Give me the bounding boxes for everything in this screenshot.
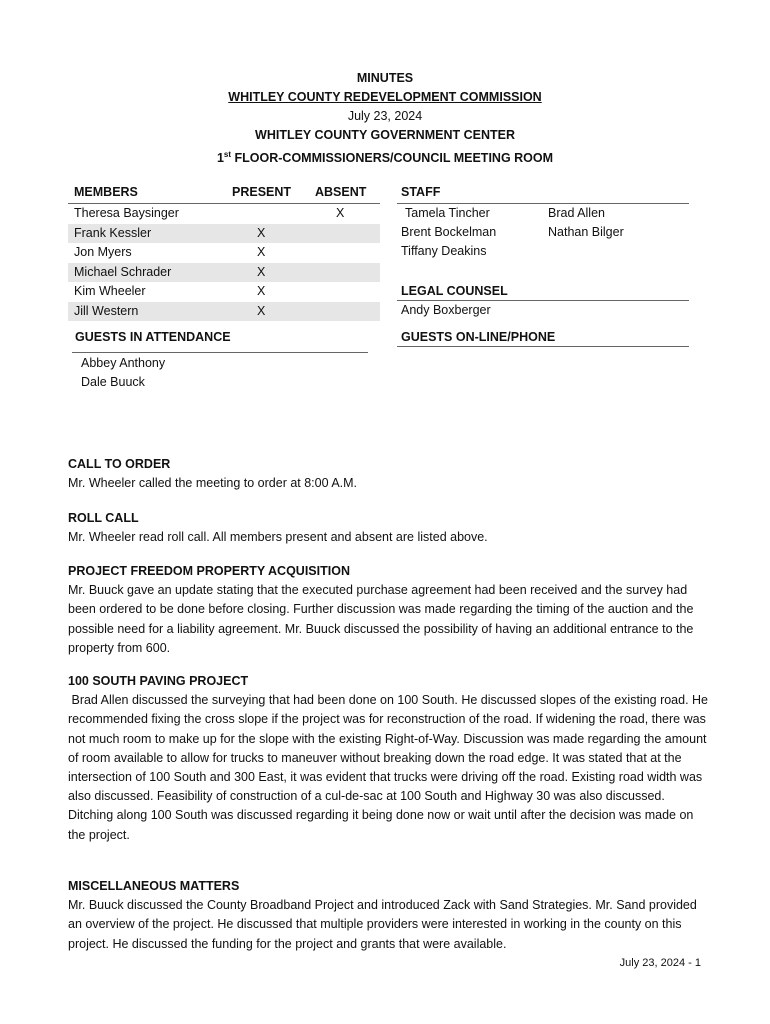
section-title: MISCELLANEOUS MATTERS bbox=[68, 879, 240, 893]
organization-name: WHITLEY COUNTY REDEVELOPMENT COMMISSION bbox=[228, 90, 542, 104]
section-body: Mr. Buuck discussed the County Broadband Project and introduced Zack with Sand Strategies. Mr. Sand provided an overview of the project. He discussed that multiple providers were interested in working in the county on this project. He discussed the funding for the project and grants that were available. bbox=[68, 898, 697, 951]
member-name: Frank Kessler bbox=[74, 225, 152, 240]
staff-member: Tiffany Deakins bbox=[401, 244, 487, 258]
members-header: MEMBERS bbox=[74, 185, 138, 199]
staff-member: Tamela Tincher bbox=[405, 206, 490, 220]
staff-header: STAFF bbox=[401, 185, 441, 199]
member-present: X bbox=[257, 225, 266, 240]
room-floor-suffix: st bbox=[223, 150, 232, 159]
page-footer: July 23, 2024 - 1 bbox=[619, 957, 701, 969]
guest-name: Dale Buuck bbox=[81, 375, 145, 389]
guests-header: GUESTS IN ATTENDANCE bbox=[75, 330, 231, 344]
legal-counsel-rule bbox=[397, 300, 689, 301]
member-present: X bbox=[257, 264, 266, 279]
member-name: Jon Myers bbox=[74, 245, 132, 259]
absent-header: ABSENT bbox=[315, 185, 367, 199]
section-title: CALL TO ORDER bbox=[68, 457, 171, 471]
section-call-to-order bbox=[68, 455, 708, 493]
meeting-location: WHITLEY COUNTY GOVERNMENT CENTER bbox=[255, 128, 515, 142]
member-row bbox=[68, 204, 380, 224]
document-header bbox=[0, 69, 770, 168]
member-present: X bbox=[257, 245, 266, 259]
member-absent: X bbox=[336, 206, 345, 220]
member-row bbox=[68, 224, 380, 244]
section-title: ROLL CALL bbox=[68, 511, 139, 525]
meeting-date: July 23, 2024 bbox=[347, 109, 423, 123]
member-name: Jill Western bbox=[74, 303, 139, 318]
member-row bbox=[68, 243, 380, 263]
legal-counsel-header: LEGAL COUNSEL bbox=[401, 284, 508, 298]
present-header: PRESENT bbox=[232, 185, 292, 199]
section-project-freedom bbox=[68, 562, 708, 658]
section-body: Brad Allen discussed the surveying that had been done on 100 South. He discussed slopes of the existing road. He recommended fixing the cross slope if the project was for reconstruction of the road. If widening the road, there was not much room to make up for the slope with the existing Right-of-Way. Discussion was made regarding the amount of room available to allow for trucks to maneuver without breaking down the road edge. It was stated that at the intersection of 100 South and 300 East, it was evident that trucks were driving off the road. Existing road width was also discussed. Feasibility of construction of a cul-de-sac at 100 South and Highway 30 was also discussed. Ditching along 100 South was discussed regarding it being done now or wait until after the decision was made on the project. bbox=[68, 693, 712, 842]
meeting-room bbox=[0, 145, 770, 168]
section-100-south-paving bbox=[68, 672, 712, 845]
member-row bbox=[68, 302, 380, 322]
room-floor-number: 1 bbox=[216, 151, 224, 166]
member-present: X bbox=[257, 303, 266, 318]
member-name: Theresa Baysinger bbox=[74, 206, 179, 220]
member-row bbox=[68, 263, 380, 283]
staff-header-rule bbox=[397, 203, 689, 204]
staff-member: Brent Bockelman bbox=[401, 225, 497, 239]
section-miscellaneous bbox=[68, 877, 708, 954]
section-roll-call bbox=[68, 509, 708, 547]
staff-member: Brad Allen bbox=[548, 206, 605, 220]
document-title: MINUTES bbox=[356, 71, 414, 85]
room-name: FLOOR-COMMISSIONERS/COUNCIL MEETING ROOM bbox=[231, 151, 554, 166]
section-body: Mr. Buuck gave an update stating that the executed purchase agreement had been received and the survey had been ordered to be done before closing. Further discussion was made regarding the timing of the auction and the possible need for a liability agreement. Mr. Buuck discussed the possibility of having an additional entrance to the property from 600. bbox=[68, 583, 694, 655]
section-title: 100 SOUTH PAVING PROJECT bbox=[68, 674, 249, 688]
section-title: PROJECT FREEDOM PROPERTY ACQUISITION bbox=[68, 564, 350, 578]
member-row bbox=[68, 282, 380, 302]
guest-name: Abbey Anthony bbox=[81, 356, 166, 370]
member-name: Michael Schrader bbox=[74, 264, 172, 279]
guests-online-header: GUESTS ON-LINE/PHONE bbox=[401, 330, 556, 344]
section-body: Mr. Wheeler called the meeting to order at 8:00 A.M. bbox=[68, 476, 358, 491]
guests-header-rule bbox=[72, 352, 368, 353]
section-body: Mr. Wheeler read roll call. All members present and absent are listed above. bbox=[68, 530, 488, 545]
member-name: Kim Wheeler bbox=[74, 284, 146, 298]
guests-online-rule bbox=[397, 346, 689, 347]
legal-counsel-name: Andy Boxberger bbox=[401, 303, 491, 317]
staff-member: Nathan Bilger bbox=[548, 225, 624, 239]
member-present: X bbox=[257, 284, 266, 298]
